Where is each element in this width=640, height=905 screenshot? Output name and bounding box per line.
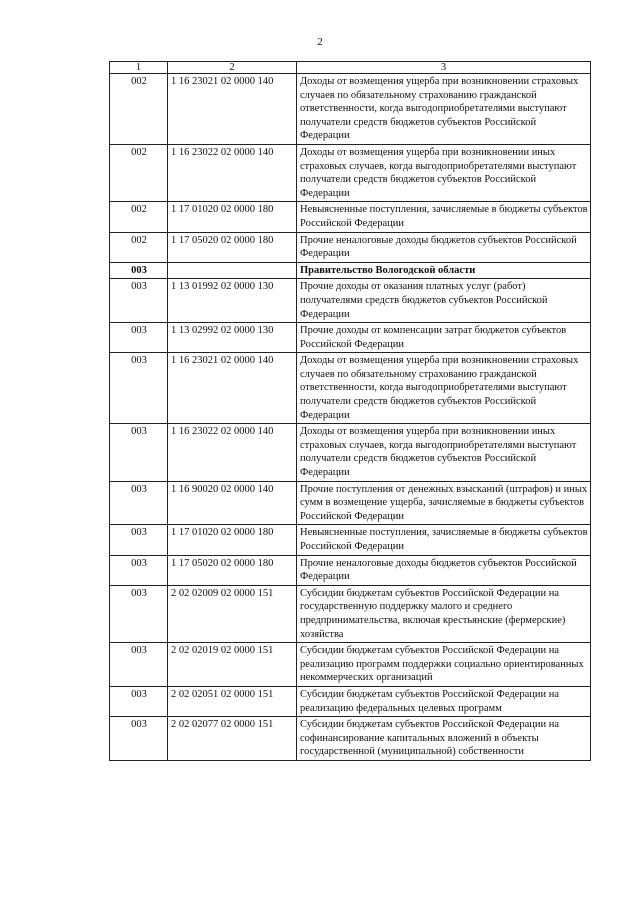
table-row — [110, 686, 591, 716]
admin-code-cell: 003 — [110, 555, 168, 585]
table-row — [110, 717, 591, 761]
budget-code-cell: 1 13 01992 02 0000 130 — [168, 279, 297, 323]
budget-code-cell: 2 02 02019 02 0000 151 — [168, 643, 297, 687]
budget-code-cell — [168, 262, 297, 279]
column-header-3: 3 — [297, 62, 591, 74]
admin-code-cell: 002 — [110, 144, 168, 201]
income-name-cell: Правительство Вологодской области — [297, 262, 591, 279]
budget-code-cell: 1 16 23021 02 0000 140 — [168, 74, 297, 145]
budget-code-cell: 1 17 01020 02 0000 180 — [168, 525, 297, 555]
column-header-2: 2 — [168, 62, 297, 74]
table-row — [110, 202, 591, 232]
income-name-cell: Невыясненные поступления, зачисляемые в бюджеты субъектов Российской Федерации — [297, 202, 591, 232]
admin-code-cell: 003 — [110, 424, 168, 481]
table-row — [110, 585, 591, 642]
admin-code-cell: 003 — [110, 525, 168, 555]
income-name-cell: Прочие доходы от оказания платных услуг (работ) получателями средств бюджетов субъектов Российской Федерации — [297, 279, 591, 323]
admin-code-cell: 003 — [110, 686, 168, 716]
table-row — [110, 643, 591, 687]
income-name-cell: Доходы от возмещения ущерба при возникновении иных страховых случаев, когда выгодоприобретателями выступают получатели средств бюджетов субъектов Российской Федерации — [297, 424, 591, 481]
income-name-cell: Субсидии бюджетам субъектов Российской Федерации на реализацию федеральных целевых программ — [297, 686, 591, 716]
table-row — [110, 232, 591, 262]
page-number: 2 — [317, 36, 323, 48]
budget-code-cell: 1 17 05020 02 0000 180 — [168, 555, 297, 585]
table-body — [110, 74, 591, 761]
income-name-cell: Доходы от возмещения ущерба при возникновении страховых случаев по обязательному страхованию гражданской ответственности, когда выгодоприобретателями выступают получатели средств бюджетов субъектов Российской Федерации — [297, 353, 591, 424]
table-row — [110, 525, 591, 555]
admin-code-cell: 003 — [110, 279, 168, 323]
income-name-cell: Субсидии бюджетам субъектов Российской Федерации на реализацию программ поддержки социально ориентированных некоммерческих организаций — [297, 643, 591, 687]
budget-code-cell: 1 17 01020 02 0000 180 — [168, 202, 297, 232]
admin-code-cell: 003 — [110, 481, 168, 525]
budget-code-cell: 1 16 23022 02 0000 140 — [168, 144, 297, 201]
admin-code-cell: 003 — [110, 353, 168, 424]
budget-code-cell: 1 16 90020 02 0000 140 — [168, 481, 297, 525]
income-name-cell: Прочие поступления от денежных взысканий (штрафов) и иных сумм в возмещение ущерба, зачисляемые в бюджеты субъектов Российской Федерации — [297, 481, 591, 525]
table-row — [110, 555, 591, 585]
table-row — [110, 262, 591, 279]
admin-code-cell: 002 — [110, 202, 168, 232]
column-header-1: 1 — [110, 62, 168, 74]
income-name-cell: Субсидии бюджетам субъектов Российской Федерации на софинансирование капитальных вложений в объекты государственной (муниципальной) собственности — [297, 717, 591, 761]
admin-code-cell: 003 — [110, 717, 168, 761]
admin-code-cell: 003 — [110, 323, 168, 353]
admin-code-cell: 002 — [110, 232, 168, 262]
income-name-cell: Прочие неналоговые доходы бюджетов субъектов Российской Федерации — [297, 232, 591, 262]
budget-code-cell: 1 16 23021 02 0000 140 — [168, 353, 297, 424]
admin-code-cell: 003 — [110, 643, 168, 687]
budget-code-cell: 1 13 02992 02 0000 130 — [168, 323, 297, 353]
table-row — [110, 353, 591, 424]
table-row — [110, 481, 591, 525]
admin-code-cell: 003 — [110, 585, 168, 642]
budget-code-cell: 2 02 02077 02 0000 151 — [168, 717, 297, 761]
table-row — [110, 279, 591, 323]
budget-code-cell: 1 16 23022 02 0000 140 — [168, 424, 297, 481]
budget-classification-table — [109, 61, 591, 761]
income-name-cell: Субсидии бюджетам субъектов Российской Федерации на государственную поддержку малого и среднего предпринимательства, включая крестьянские (фермерские) хозяйства — [297, 585, 591, 642]
table-row — [110, 144, 591, 201]
income-name-cell: Прочие неналоговые доходы бюджетов субъектов Российской Федерации — [297, 555, 591, 585]
admin-code-cell: 003 — [110, 262, 168, 279]
table-row — [110, 323, 591, 353]
income-name-cell: Доходы от возмещения ущерба при возникновении страховых случаев по обязательному страхованию гражданской ответственности, когда выгодоприобретателями выступают получатели средств бюджетов субъектов Российской Федерации — [297, 74, 591, 145]
admin-code-cell: 002 — [110, 74, 168, 145]
budget-code-cell: 1 17 05020 02 0000 180 — [168, 232, 297, 262]
income-name-cell: Прочие доходы от компенсации затрат бюджетов субъектов Российской Федерации — [297, 323, 591, 353]
income-name-cell: Невыясненные поступления, зачисляемые в бюджеты субъектов Российской Федерации — [297, 525, 591, 555]
budget-code-cell: 2 02 02051 02 0000 151 — [168, 686, 297, 716]
table-row — [110, 424, 591, 481]
table-row — [110, 74, 591, 145]
table-header-row — [110, 62, 591, 74]
income-name-cell: Доходы от возмещения ущерба при возникновении иных страховых случаев, когда выгодоприобретателями выступают получатели средств бюджетов субъектов Российской Федерации — [297, 144, 591, 201]
budget-code-cell: 2 02 02009 02 0000 151 — [168, 585, 297, 642]
